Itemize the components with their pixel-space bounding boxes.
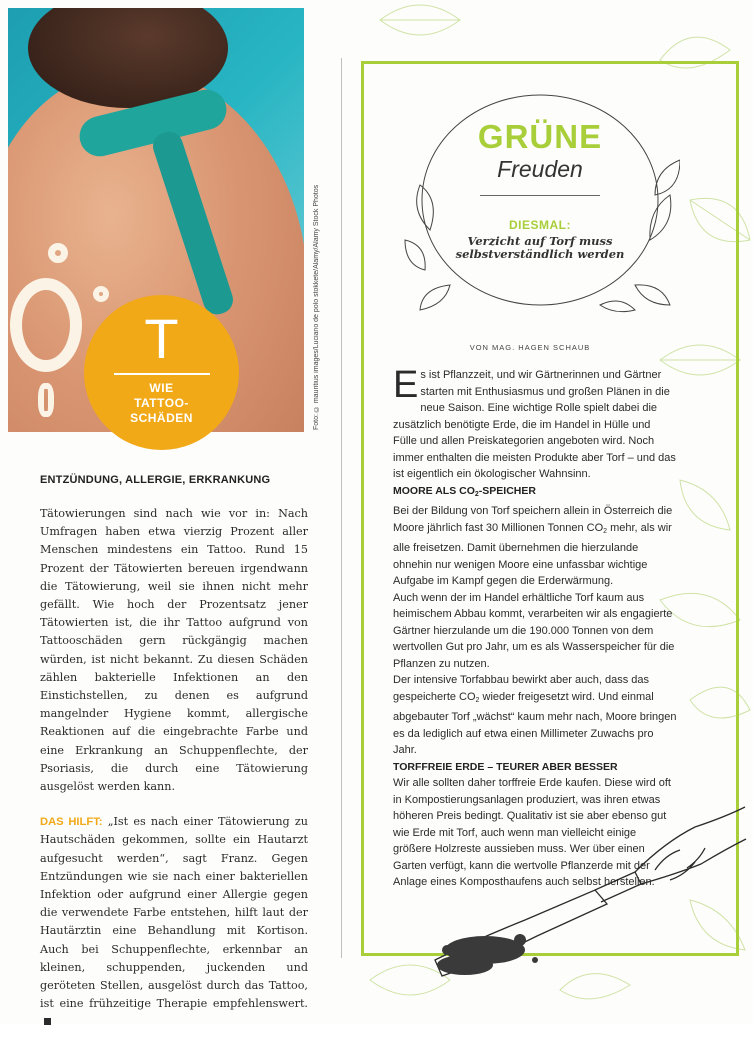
- moore-p1-sub: 2: [603, 527, 608, 535]
- badge-rule: [114, 373, 210, 375]
- left-paragraph-2: [40, 813, 308, 1031]
- hand-trowel-illustration: [425, 800, 750, 990]
- hilft-label: DAS HILFT:: [40, 816, 103, 829]
- heading-moore-sub: 2: [474, 490, 479, 498]
- photo-cream-circle: [10, 278, 82, 372]
- column-title: GRÜNE: [477, 118, 603, 155]
- moore-p1-a: Bei der Bildung von Torf speichern allein in Österreich die Moore jährlich fast 30 Millionen Tonnen CO: [393, 505, 673, 534]
- moore-paragraph-3: [393, 672, 677, 759]
- badge-letter: T: [144, 307, 179, 370]
- badge-line-3: SCHÄDEN: [130, 411, 193, 425]
- heading-moore-pre: MOORE ALS CO: [393, 484, 475, 497]
- intro-text: s ist Pflanzzeit, und wir Gärtnerinnen und Gärtner starten mit Enthusiasmus und großen Plänen in die neue Saison. Eine wichtige Rolle spielt dabei die zusätzlich benötigte Erde, die im Handel in Hülle und Fülle und allen Preiskategorien angeboten wird. Noch immer enthalten die meisten Produkte aber Torf – und das ist eigentlich ein ökologischer Wahnsinn.: [393, 369, 676, 480]
- drop-cap: E: [393, 364, 419, 406]
- column-subtitle: Freuden: [497, 156, 583, 182]
- moore-p3-sub: 2: [475, 696, 480, 704]
- photo-cream-dot: [48, 243, 68, 263]
- diesmal-label: DIESMAL:: [509, 218, 571, 232]
- leaf-wreath-icon: [400, 80, 680, 320]
- heading-moore-post: -SPEICHER: [478, 484, 536, 497]
- torffrei-paragraph: Wir alle sollten daher torffreie Erde kaufen. Diese wird oft in Kompostierungsanlagen produziert, was ihren etwas höheren Preis bedingt. Qualitativ ist sie aber ebenso gut wie Erde mit Torf, auch wenn man vielleicht einige größere Holzreste aussieben muss. Wer über einen Garten verfügt, kann die wertvolle Pflanzerde mit der Anlage eines Komposthaufens auch selbst herstellen.: [393, 777, 671, 888]
- badge-line-2: TATTOO-: [134, 396, 189, 410]
- topic-badge: [84, 295, 239, 450]
- heading-moore: [393, 483, 677, 504]
- moore-p3-b: wieder freigesetzt wird. Und einmal abgebauter Torf „wächst“ kaum mehr nach, Moore bringen es da lediglich auf etwa einen Millimeter Zuwachs pro Jahr.: [393, 690, 677, 756]
- title-rule: [480, 195, 600, 196]
- heading-torffrei: TORFFREIE ERDE – TEURER ABER BESSER: [393, 760, 618, 773]
- badge-line-1: WIE: [149, 381, 174, 395]
- intro-paragraph: [393, 364, 677, 483]
- hilft-text: „Ist es nach einer Tätowierung zu Hautschäden gekommen, sollte ein Hautarzt aufgesucht werden“, sagt Franz. Gegen Entzündungen wie sie nach einer bakteriellen Infektion oder aufgrund einer Allergie gegen die verwendete Farbe entstehen, hilft laut der Hautärztin eine Behandlung mit Kortison. Auch bei Schuppenflechte, erkennbar an kleinen, schuppenden, juckenden und geröteten Stellen, ausgelöst durch das Tattoo, ist eine frühzeitige Therapie empfehlenswert.: [40, 815, 308, 1011]
- photo-credit: Foto: © mauritius images/Luciano de polo stokkete/Alamy/Alamy Stock Photos: [313, 184, 320, 430]
- moore-p3-a: Der intensive Torfabbau bewirkt aber auch, dass das gespeicherte CO: [393, 674, 649, 703]
- left-paragraph-1: Tätowierungen sind nach wie vor in: Nach Umfragen haben etwa vierzig Prozent aller Menschen mindestens ein Tattoo. Rund 15 Prozent der Tätowierten bereuen irgendwann die Tätowierung, weil sie ihnen nicht mehr gefällt. Wie hoch der Prozentsatz jener Tätowierten ist, die ihr Tattoo aufgrund von Tattooschäden gern rückgängig machen würden, ist nicht bekannt. Zu diesen Schäden zählen bakterielle Infektionen an den Einstichstellen, zu denen es aufgrund mangelnder Hygiene kommt, allergische Reaktionen auf die eingebrachte Farbe und eine Erkrankung an Schuppenflechte, der Psoriasis, die durch eine Tätowierung ausgelöst werden kann.: [40, 507, 308, 794]
- photo-cream-drop: [38, 383, 54, 417]
- author-byline: VON MAG. HAGEN SCHAUB: [469, 343, 591, 352]
- moore-paragraph-2: Auch wenn der im Handel erhältliche Torf kaum aus heimischem Abbau kommt, verarbeiten wir als engagierte Gärtner hierzulande um die 190.000 Tonnen von dem wertvollen Gut pro Jahr, um es als Wasserspeicher für die Pflanzen zu nutzen.: [393, 591, 675, 670]
- left-article: [40, 474, 308, 1049]
- end-mark-icon: [44, 1018, 51, 1025]
- moore-p1-b: mehr, als wir alle freisetzen. Damit übernehmen die hierzulande ohnehin nur wenigen Moore eine unfassbar wichtige Aufgabe im Kampf gegen die Erderwärmung.: [393, 521, 672, 587]
- topic-line: Verzicht auf Torf muss selbstverständlich werden: [455, 234, 625, 261]
- moore-paragraph-1: [393, 503, 677, 590]
- column-divider: [341, 58, 342, 958]
- photo-cream-dot: [93, 286, 109, 302]
- left-heading: ENTZÜNDUNG, ALLERGIE, ERKRANKUNG: [40, 474, 271, 486]
